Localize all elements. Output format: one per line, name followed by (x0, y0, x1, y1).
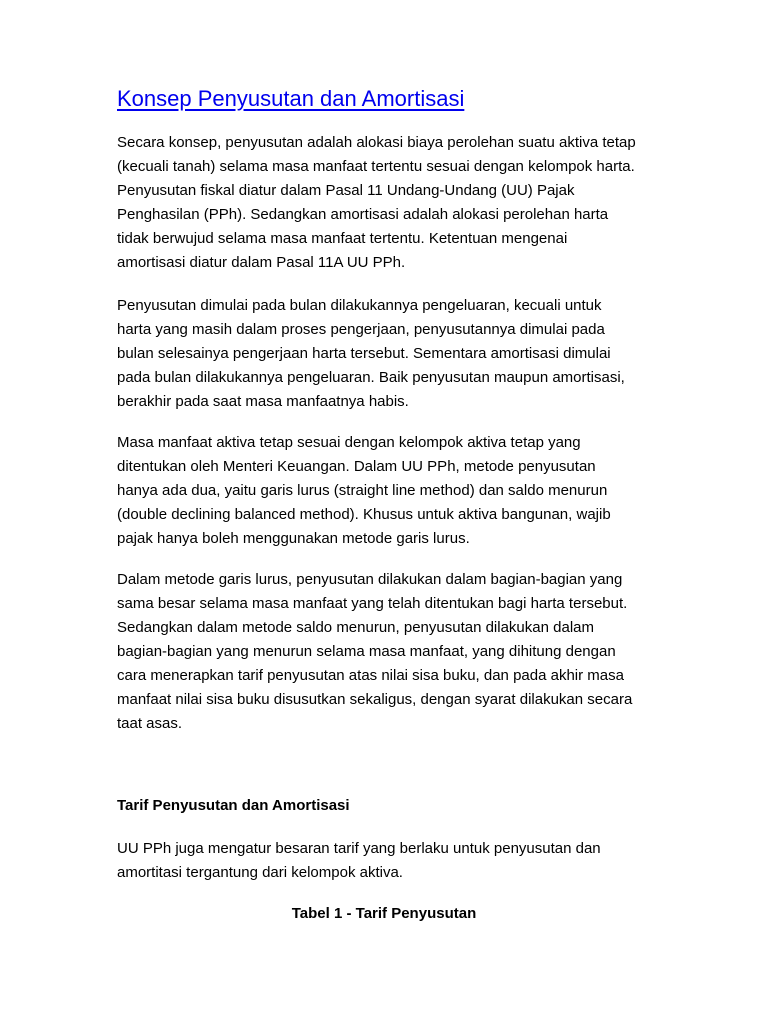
paragraph-line: Masa manfaat aktiva tetap sesuai dengan kelompok aktiva tetap yang (117, 434, 581, 451)
paragraph-line: Dalam metode garis lurus, penyusutan dilakukan dalam bagian-bagian yang (117, 571, 623, 588)
paragraph-2 (117, 294, 662, 414)
paragraph-line: Penghasilan (PPh). Sedangkan amortisasi adalah alokasi perolehan harta (117, 206, 609, 223)
paragraph-line: Secara konsep, penyusutan adalah alokasi biaya perolehan suatu aktiva tetap (117, 134, 636, 151)
paragraph-line: manfaat nilai sisa buku disusutkan sekaligus, dengan syarat dilakukan secara (117, 691, 633, 708)
paragraph-line: ditentukan oleh Menteri Keuangan. Dalam UU PPh, metode penyusutan (117, 458, 596, 475)
paragraph-line: (double declining balanced method). Khusus untuk aktiva bangunan, wajib (117, 506, 611, 523)
paragraph-line: (kecuali tanah) selama masa manfaat tertentu sesuai dengan kelompok harta. (117, 158, 635, 175)
paragraph-line: cara menerapkan tarif penyusutan atas nilai sisa buku, dan pada akhir masa (117, 667, 624, 684)
paragraph-line: sama besar selama masa manfaat yang telah ditentukan bagi harta tersebut. (117, 595, 628, 612)
page-title-link[interactable]: Konsep Penyusutan dan Amortisasi (117, 86, 465, 111)
paragraph-line: berakhir pada saat masa manfaatnya habis. (117, 393, 409, 410)
paragraph-line: Penyusutan fiskal diatur dalam Pasal 11 Undang-Undang (UU) Pajak (117, 182, 575, 199)
section-paragraph (117, 837, 662, 885)
paragraph-3 (117, 431, 662, 551)
paragraph-line: Sedangkan dalam metode saldo menurun, penyusutan dilakukan dalam (117, 619, 594, 636)
paragraph-line: amortisasi diatur dalam Pasal 11A UU PPh. (117, 254, 406, 271)
section-heading: Tarif Penyusutan dan Amortisasi (117, 797, 350, 814)
paragraph-line: Penyusutan dimulai pada bulan dilakukannya pengeluaran, kecuali untuk (117, 297, 602, 314)
paragraph-line: hanya ada dua, yaitu garis lurus (straight line method) dan saldo menurun (117, 482, 608, 499)
paragraph-line: amortitasi tergantung dari kelompok aktiva. (117, 864, 403, 881)
paragraph-1 (117, 131, 662, 275)
paragraph-4 (117, 568, 662, 736)
paragraph-line: pajak hanya boleh menggunakan metode garis lurus. (117, 530, 470, 547)
paragraph-line: tidak berwujud selama masa manfaat tertentu. Ketentuan mengenai (117, 230, 568, 247)
paragraph-line: UU PPh juga mengatur besaran tarif yang berlaku untuk penyusutan dan (117, 840, 601, 857)
paragraph-line: taat asas. (117, 715, 183, 732)
paragraph-line: bagian-bagian yang menurun selama masa manfaat, yang dihitung dengan (117, 643, 616, 660)
paragraph-line: harta yang masih dalam proses pengerjaan, penyusutannya dimulai pada (117, 321, 605, 338)
table-caption: Tabel 1 - Tarif Penyusutan (291, 905, 477, 922)
paragraph-line: pada bulan dilakukannya pengeluaran. Baik penyusutan maupun amortisasi, (117, 369, 625, 386)
paragraph-line: bulan selesainya pengerjaan harta tersebut. Sementara amortisasi dimulai (117, 345, 611, 362)
